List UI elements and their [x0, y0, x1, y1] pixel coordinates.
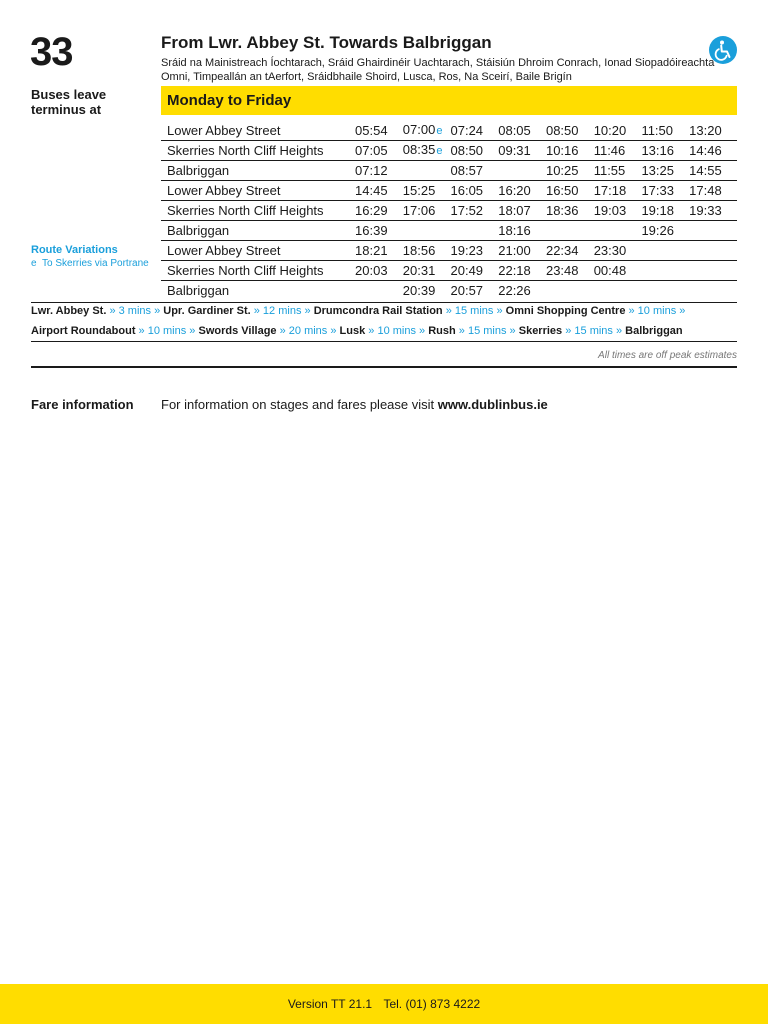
departure-time	[594, 201, 642, 221]
time-value: 10:25	[545, 163, 579, 178]
stage-duration: » 15 mins »	[458, 325, 516, 337]
stop-name: Skerries North Cliff Heights	[161, 201, 355, 221]
time-value: 07:05	[355, 143, 388, 158]
timetable-row	[161, 201, 737, 221]
time-value: 20:03	[355, 263, 388, 278]
time-value: 14:55	[689, 163, 722, 178]
departure-time	[403, 241, 451, 261]
route-number: 33	[30, 30, 73, 74]
stage-stop: Omni Shopping Centre	[505, 305, 626, 317]
departure-time	[451, 281, 499, 301]
timetable-row	[161, 161, 737, 181]
stage-stop: Airport Roundabout	[31, 325, 136, 337]
departure-time	[451, 241, 499, 261]
time-value: 19:18	[641, 203, 674, 218]
fare-info-label: Fare information	[31, 397, 134, 412]
departure-time	[498, 241, 546, 261]
time-value: 11:50	[641, 123, 674, 138]
time-value: 00:48	[593, 263, 627, 278]
departure-time	[689, 141, 737, 161]
stop-name: Balbriggan	[161, 161, 355, 181]
stage-duration: » 10 mins »	[628, 305, 686, 317]
time-value: 23:48	[545, 263, 579, 278]
departure-time	[451, 181, 499, 201]
buses-leave-label: Buses leave terminus at	[31, 87, 107, 117]
time-value: 19:33	[689, 203, 722, 218]
time-value: 13:16	[641, 143, 674, 158]
departure-time	[689, 241, 737, 261]
departure-time	[641, 141, 689, 161]
departure-time	[498, 181, 546, 201]
time-value: 05:54	[355, 123, 388, 138]
stage-duration: » 10 mins »	[368, 325, 426, 337]
timetable-row	[161, 281, 737, 301]
departure-time	[498, 121, 546, 141]
timetable-row	[161, 241, 737, 261]
departure-time	[594, 261, 642, 281]
departure-time	[641, 261, 689, 281]
time-value: 11:55	[593, 163, 626, 178]
stop-name: Lower Abbey Street	[161, 181, 355, 201]
time-value: 08:57	[450, 163, 484, 178]
departure-time	[689, 261, 737, 281]
departure-time	[451, 121, 499, 141]
departure-time	[689, 121, 737, 141]
departure-time	[403, 161, 451, 181]
departure-time	[594, 241, 642, 261]
time-value: 11:46	[593, 143, 626, 158]
time-value: 15:25	[402, 183, 436, 198]
fare-info-text	[161, 397, 548, 412]
time-value: 17:06	[402, 203, 436, 218]
route-variation-item	[31, 259, 156, 269]
stage-times-line-1	[31, 304, 737, 318]
time-value: 19:26	[641, 223, 674, 238]
time-value: 10:16	[545, 143, 579, 158]
stage-stop: Balbriggan	[625, 325, 683, 337]
departure-time	[403, 141, 451, 161]
departure-time	[498, 261, 546, 281]
stop-name: Lower Abbey Street	[161, 241, 355, 261]
departure-time	[355, 281, 403, 301]
time-value: 14:46	[689, 143, 722, 158]
stop-name: Balbriggan	[167, 283, 230, 298]
stage-stop: Drumcondra Rail Station	[313, 305, 443, 317]
departure-time	[451, 201, 499, 221]
departure-time	[546, 161, 594, 181]
departure-time	[451, 161, 499, 181]
time-value: 21:00	[498, 243, 531, 258]
page-title: From Lwr. Abbey St. Towards Balbriggan	[161, 33, 492, 52]
departure-time	[689, 281, 737, 301]
departure-time	[403, 261, 451, 281]
departure-time	[594, 221, 642, 241]
time-value: 08:50	[450, 143, 484, 158]
departure-time	[689, 161, 737, 181]
departure-time	[546, 221, 594, 241]
departure-time	[355, 141, 403, 161]
departure-time	[594, 161, 642, 181]
footer	[0, 984, 768, 1024]
time-value: 17:18	[593, 183, 627, 198]
time-value: 16:39	[355, 223, 388, 238]
stage-stop: Skerries	[518, 325, 563, 337]
timetable-row	[161, 121, 737, 141]
time-value: 17:48	[689, 183, 722, 198]
departure-time	[546, 121, 594, 141]
time-value: 18:36	[545, 203, 579, 218]
departure-time	[641, 161, 689, 181]
time-value: 16:29	[355, 203, 388, 218]
footer-phone: Tel. (01) 873 4222	[383, 997, 481, 1011]
time-value: 22:26	[498, 283, 531, 298]
day-label: Monday to Friday	[167, 92, 292, 109]
departure-time	[546, 241, 594, 261]
footer-version: Version TT 21.1	[287, 997, 373, 1011]
stop-name: Skerries North Cliff Heights	[161, 261, 355, 281]
time-value: 08:05	[498, 123, 531, 138]
variation-text: To Skerries via Portrane	[42, 258, 149, 269]
departure-time	[355, 181, 403, 201]
time-value: 07:00	[402, 122, 436, 137]
departure-time	[498, 281, 546, 301]
stop-name: Lower Abbey Street	[161, 121, 355, 141]
departure-time	[689, 201, 737, 221]
departure-time	[355, 121, 403, 141]
time-value: 17:33	[641, 183, 674, 198]
departure-time	[355, 241, 403, 261]
time-value: 23:30	[593, 243, 627, 258]
timetable-row	[161, 221, 737, 241]
departure-time	[498, 141, 546, 161]
departure-time	[403, 221, 451, 241]
stop-name: Skerries North Cliff Heights	[161, 141, 355, 161]
time-value: 16:05	[450, 183, 484, 198]
departure-time	[546, 201, 594, 221]
departure-time	[403, 281, 451, 301]
stop-name: Balbriggan	[161, 221, 355, 241]
departure-time	[355, 161, 403, 181]
departure-time	[689, 221, 737, 241]
route-variations	[31, 243, 156, 269]
time-value: 09:31	[498, 143, 531, 158]
irish-route-description: Sráid na Mainistreach Íochtarach, Sráid Ghairdinéir Uachtarach, Stáisiún Dhroim Conrach, Ionad Siopadóireachta Omni, Timpeallán an tAerfort, Sráidbhaile Shoird, Lusca, Ros, Na Sceirí, Baile Brigín	[161, 57, 715, 83]
stage-duration: » 3 mins »	[109, 305, 161, 317]
departure-time	[546, 261, 594, 281]
time-value: 18:16	[498, 223, 531, 238]
stage-duration: » 12 mins »	[253, 305, 311, 317]
stage-stop: Lusk	[339, 325, 366, 337]
time-value: 20:31	[402, 263, 436, 278]
stage-stop: Lwr. Abbey St.	[31, 305, 107, 317]
timetable-row	[161, 181, 737, 201]
departure-time	[451, 141, 499, 161]
time-value: 18:21	[355, 243, 388, 258]
time-value: 14:45	[355, 183, 388, 198]
departure-time	[689, 181, 737, 201]
departure-time	[594, 121, 642, 141]
time-value: 22:34	[545, 243, 579, 258]
time-value: 08:35	[402, 142, 436, 157]
time-value: 20:57	[450, 283, 484, 298]
day-banner	[161, 86, 737, 115]
departure-time	[641, 281, 689, 301]
departure-time	[641, 121, 689, 141]
variation-flag: e	[436, 125, 443, 137]
departure-time	[498, 201, 546, 221]
departure-time	[641, 201, 689, 221]
stage-times-line-2	[31, 324, 737, 338]
time-value: 10:20	[593, 123, 627, 138]
route-variations-title: Route Variations	[31, 244, 118, 256]
fare-info-sentence: For information on stages and fares please visit	[161, 397, 438, 412]
departure-time	[498, 221, 546, 241]
stage-duration: » 10 mins »	[138, 325, 196, 337]
departure-time	[546, 141, 594, 161]
timetable	[161, 121, 737, 300]
departure-time	[451, 221, 499, 241]
stage-stop: Rush	[428, 325, 456, 337]
stage-duration: » 15 mins »	[565, 325, 623, 337]
divider	[31, 341, 737, 342]
departure-time	[546, 281, 594, 301]
departure-time	[594, 141, 642, 161]
time-value: 07:12	[355, 163, 388, 178]
departure-time	[355, 261, 403, 281]
time-value: 16:20	[498, 183, 531, 198]
departure-time	[403, 181, 451, 201]
time-value: 16:50	[545, 183, 579, 198]
time-value: 19:23	[450, 243, 484, 258]
departure-time	[641, 181, 689, 201]
timetable-row	[161, 261, 737, 281]
departure-time	[355, 201, 403, 221]
dublinbus-link[interactable]: www.dublinbus.ie	[437, 397, 548, 412]
time-value: 22:18	[498, 263, 531, 278]
departure-time	[546, 181, 594, 201]
departure-time	[641, 221, 689, 241]
divider	[31, 302, 737, 303]
stage-duration: » 20 mins »	[279, 325, 337, 337]
time-value: 13:20	[689, 123, 722, 138]
departure-time	[355, 221, 403, 241]
variation-flag: e	[436, 145, 443, 157]
divider	[31, 366, 737, 368]
stage-duration: » 15 mins »	[445, 305, 503, 317]
time-value: 19:03	[593, 203, 627, 218]
departure-time	[451, 261, 499, 281]
stage-stop: Upr. Gardiner St.	[163, 305, 251, 317]
time-value: 20:49	[450, 263, 484, 278]
wheelchair-accessible-icon	[708, 35, 738, 65]
departure-time	[403, 121, 451, 141]
departure-time	[403, 201, 451, 221]
time-value: 07:24	[450, 123, 484, 138]
stage-stop: Swords Village	[198, 325, 277, 337]
departure-time	[594, 181, 642, 201]
departure-time	[498, 161, 546, 181]
time-value: 20:39	[402, 283, 436, 298]
time-value: 13:25	[641, 163, 674, 178]
timetable-row	[161, 141, 737, 161]
time-value: 17:52	[450, 203, 484, 218]
time-value: 18:56	[402, 243, 436, 258]
time-value: 08:50	[545, 123, 579, 138]
time-value: 18:07	[498, 203, 531, 218]
variation-key: e	[31, 258, 37, 269]
departure-time	[641, 241, 689, 261]
off-peak-note: All times are off peak estimates	[598, 350, 737, 361]
departure-time	[594, 281, 642, 301]
